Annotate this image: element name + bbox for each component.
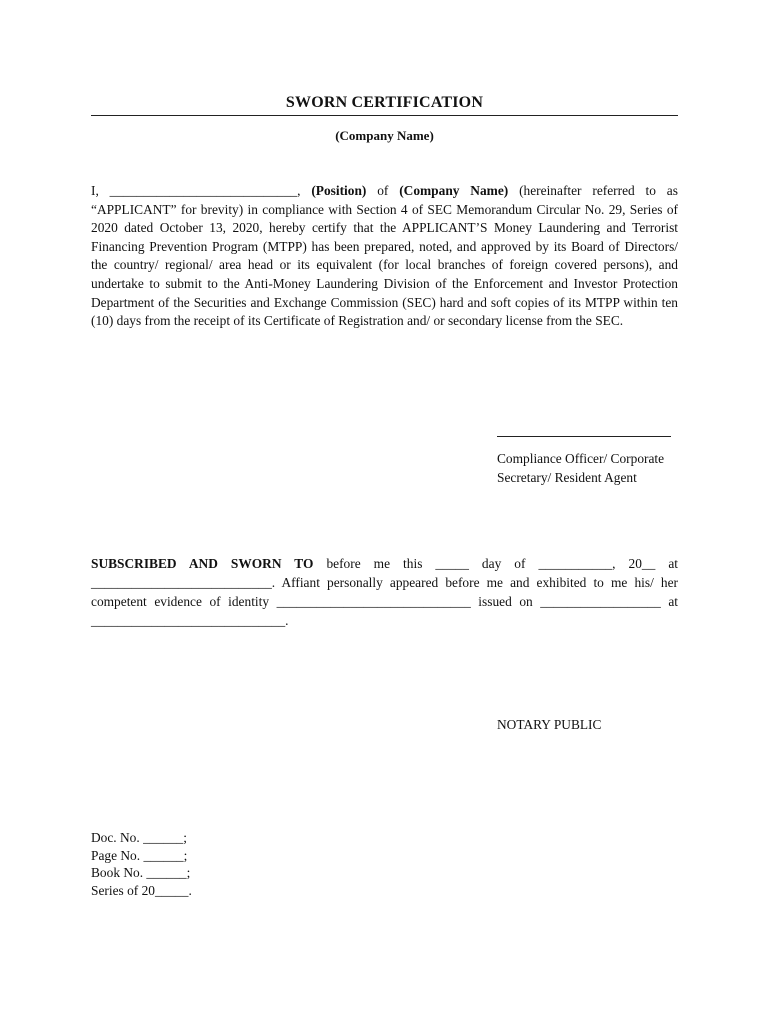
jurat-body: before me this _____ day of ___________, 20__ at ___________________________. Affiant personally appeared before me and exhibited to me his/ her competent evidence of identity _____________________________ issued on __________________ at _____________________________. <box>91 556 678 628</box>
title-divider <box>91 115 678 116</box>
signature-line <box>497 436 671 437</box>
book-no-entry: Book No. ______; <box>91 865 191 881</box>
series-entry: Series of 20_____. <box>91 882 192 898</box>
page-no-entry: Page No. ______; <box>91 847 188 863</box>
jurat-paragraph <box>91 554 678 630</box>
certification-intro: I, ____________________________, <box>91 183 301 198</box>
doc-entry-list <box>91 829 192 899</box>
notary-public-label: NOTARY PUBLIC <box>497 717 602 732</box>
certification-paragraph <box>91 182 678 331</box>
certification-of: of <box>377 183 389 198</box>
certification-body: (hereinafter referred to as “APPLICANT” for brevity) in compliance with Section 4 of SEC Memorandum Circular No. 29, Series of 2020 dated October 13, 2020, hereby certify that the APPLICANT’S Money Laundering and Terrorist Financing Prevention Program (MTPP) has been prepared, noted, and approved by its Board of Directors/ the country/ regional/ area head or its equivalent (for local branches of foreign covered persons), and undertake to submit to the Anti-Money Laundering Division of the Enforcement and Investor Protection Department of the Securities and Exchange Commission (SEC) hard and soft copies of its MTPP within ten (10) days from the receipt of its Certificate of Registration and/ or secondary license from the SEC. <box>91 183 678 329</box>
company-name-heading: (Company Name) <box>335 128 434 143</box>
company-placeholder: (Company Name) <box>399 183 509 198</box>
signatory-block <box>497 450 697 487</box>
position-placeholder: (Position) <box>311 183 367 198</box>
document-title: SWORN CERTIFICATION <box>285 94 484 111</box>
signatory-title-line1: Compliance Officer/ Corporate <box>497 451 665 466</box>
doc-no-entry: Doc. No. ______; <box>91 830 187 845</box>
signatory-title-line2: Secretary/ Resident Agent <box>497 469 637 485</box>
jurat-lead: SUBSCRIBED AND SWORN TO <box>91 556 314 571</box>
